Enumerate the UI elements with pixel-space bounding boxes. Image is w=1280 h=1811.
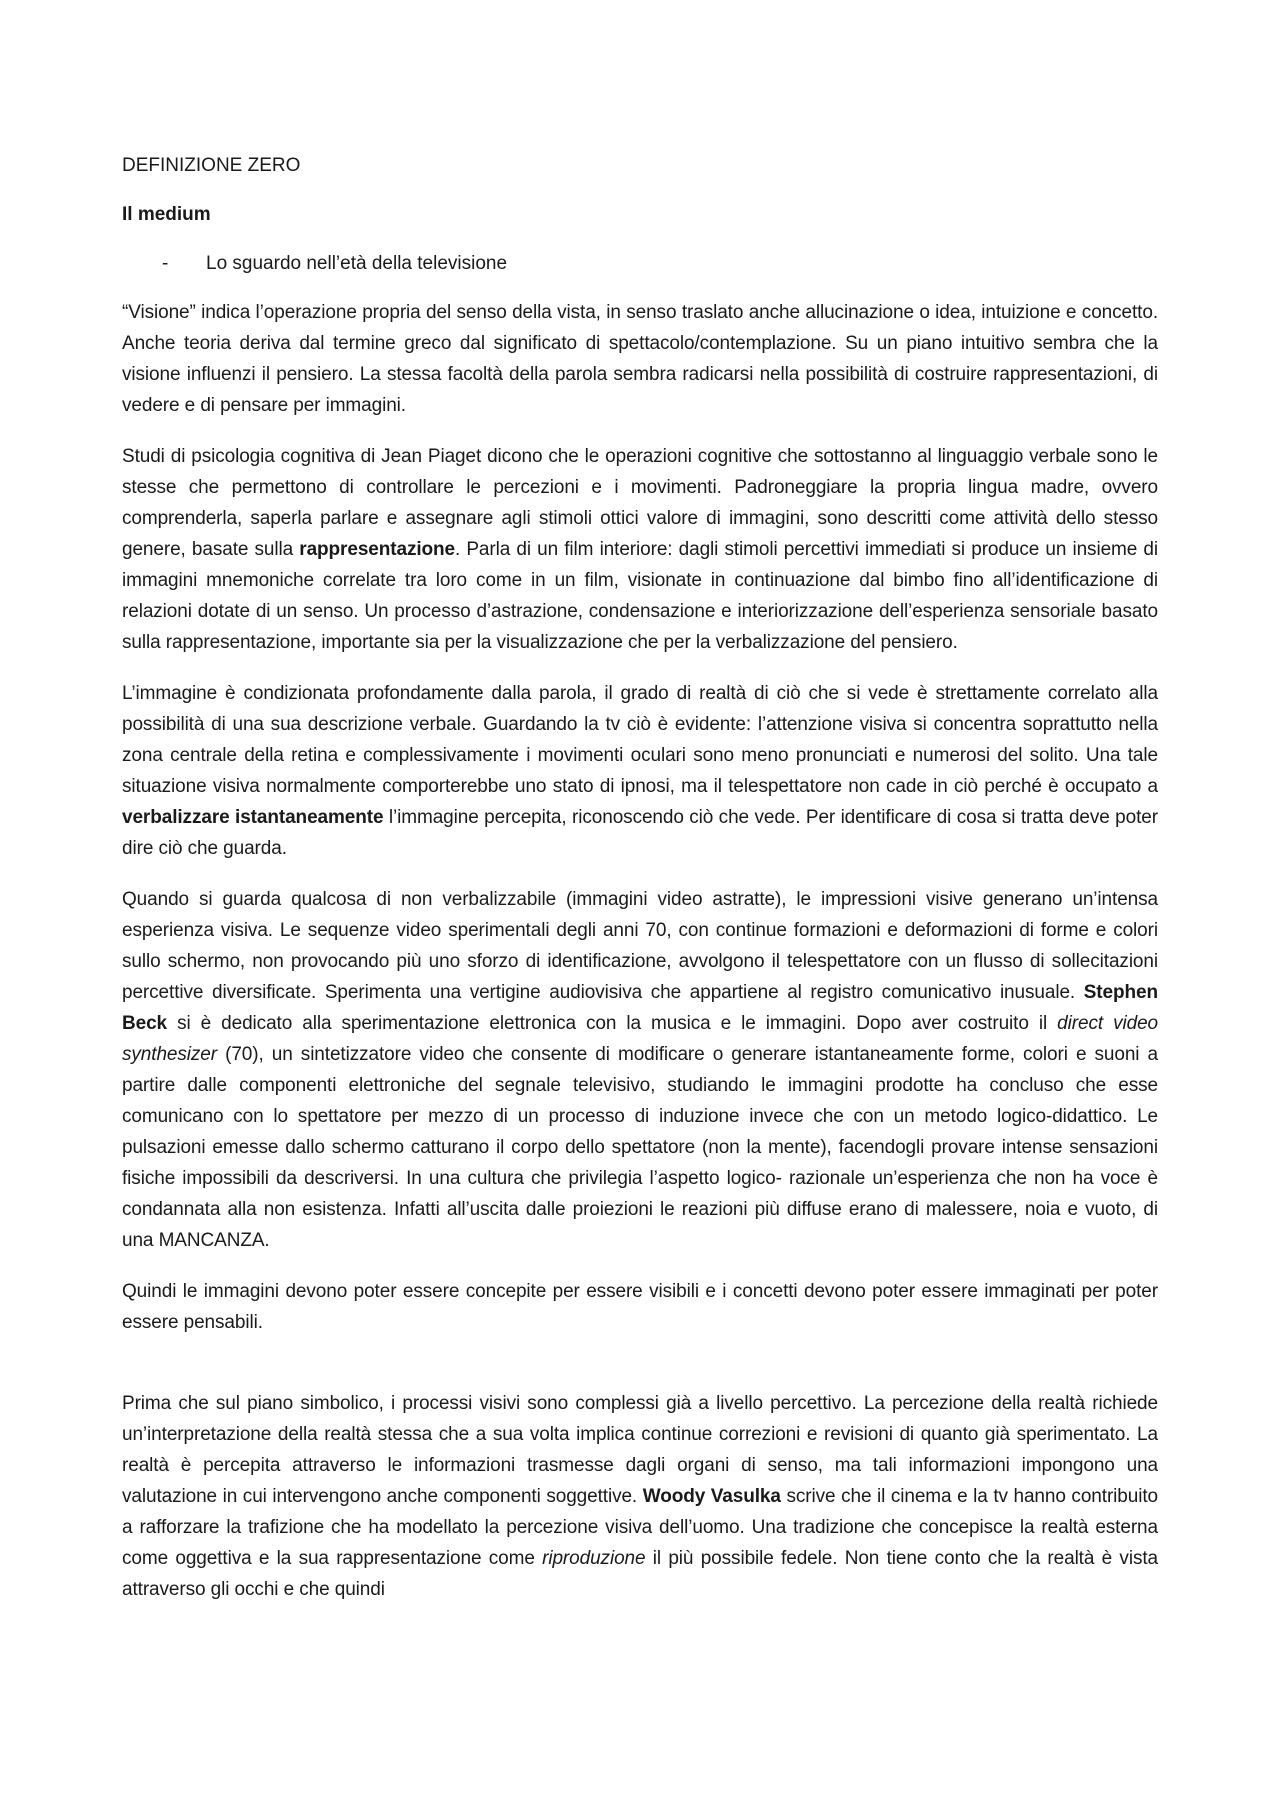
bold-name: Stephen Beck [122,982,1158,1034]
bold-term: verbalizzare istantaneamente [122,807,384,828]
bullet-marker: - [162,253,169,274]
bullet-item [122,248,1158,279]
bullet-text: Lo sguardo nell’età della televisione [206,253,508,274]
paragraph-vasulka [122,1388,1158,1605]
paragraph-text: l’immagine percepita, riconoscendo ciò che vede. Per identificare di cosa si tratta deve poter dire ciò che guarda. [122,807,1158,859]
italic-term: riproduzione [542,1548,646,1569]
paragraph-visione: “Visione” indica l’operazione propria del senso della vista, in senso traslato anche allucinazione o idea, intuizione e concetto. Anche teoria deriva dal termine greco dal significato di spettacolo/contemplazione. Su un piano intuitivo sembra che la visione influenzi il pensiero. La stessa facoltà della parola sembra radicarsi nella possibilità di costruire rappresentazioni, di vedere e di pensare per immagini. [122,302,1158,416]
document-body [122,150,1158,1625]
paragraph-text: Quando si guarda qualcosa di non verbalizzabile (immagini video astratte), le impressioni visive generano un’intensa esperienza visiva. Le sequenze video sperimentali degli anni 70, con continue formazioni e deformazioni di forme e colori sullo schermo, non provocando più uno sforzo di identificazione, avvolgono il telespettatore con un flusso di sollecitazioni percettive diversificate. Sperimenta una vertigine audiovisiva che appartiene al registro comunicativo inusuale. [122,889,1158,1003]
paragraph-text: scrive che il cinema e la tv hanno contribuito a rafforzare la trafizione che ha modellato la percezione visiva dell’uomo. Una tradizione che concepisce la realtà esterna come oggettiva e la sua rappresentazione come [122,1486,1158,1569]
paragraph-immagine-parola [122,678,1158,864]
bold-term: rappresentazione [299,539,456,560]
section-heading: Il medium [122,204,211,225]
paragraph-text: (70), un sintetizzatore video che consente di modificare o generare istantaneamente forme, colori e suoni a partire dalle componenti elettroniche del segnale televisivo, studiando le immagini prodotte ha concluso che esse comunicano con lo spettatore per mezzo di un processo di induzione invece che con un metodo logico-didattico. Le pulsazioni emesse dallo schermo catturano il corpo dello spettatore (non la mente), facendogli provare intense sensazioni fisiche impossibili da descriversi. In una cultura che privilegia l’aspetto logico- razionale un’esperienza che non ha voce è condannata alla non esistenza. Infatti all’uscita dalle proiezioni le reazioni più diffuse erano di malessere, noia e vuoto, di una MANCANZA. [122,1044,1158,1251]
paragraph-text: Prima che sul piano simbolico, i processi visivi sono complessi già a livello percettivo. La percezione della realtà richiede un’interpretazione della realtà stessa che a sua volta implica continue correzioni e revisioni di quanto già sperimentato. La realtà è percepita attraverso le informazioni trasmesse dagli organi di senso, ma tali informazioni impongono una valutazione in cui intervengono anche componenti soggettive. [122,1393,1158,1507]
bold-name: Woody Vasulka [642,1486,781,1507]
document-title: DEFINIZIONE ZERO [122,155,301,176]
paragraph-conclusione: Quindi le immagini devono poter essere concepite per essere visibili e i concetti devono poter essere immaginati per poter essere pensabili. [122,1281,1158,1333]
italic-term: direct video synthesizer [122,1013,1158,1065]
paragraph-beck [122,884,1158,1256]
paragraph-text: si è dedicato alla sperimentazione elettronica con la musica e le immagini. Dopo aver costruito il [167,1013,1058,1034]
paragraph-text: Studi di psicologia cognitiva di Jean Piaget dicono che le operazioni cognitive che sottostanno al linguaggio verbale sono le stesse che permettono di controllare le percezioni e i movimenti. Padroneggiare la propria lingua madre, ovvero comprenderla, saperla parlare e assegnare agli stimoli ottici valore di immagini, sono descritti come attività dello stesso genere, basate sulla [122,446,1158,560]
paragraph-text: il più possibile fedele. Non tiene conto che la realtà è vista attraverso gli occhi e che quindi [122,1548,1158,1600]
paragraph-text: . Parla di un film interiore: dagli stimoli percettivi immediati si produce un insieme di immagini mnemoniche correlate tra loro come in un film, visionate in continuazione dal bimbo fino all’identificazione di relazioni dotate di un senso. Un processo d’astrazione, condensazione e interiorizzazione dell’esperienza sensoriale basato sulla rappresentazione, importante sia per la visualizzazione che per la verbalizzazione del pensiero. [122,539,1158,653]
paragraph-piaget [122,441,1158,658]
paragraph-text: L’immagine è condizionata profondamente dalla parola, il grado di realtà di ciò che si vede è strettamente correlato alla possibilità di una sua descrizione verbale. Guardando la tv ciò è evidente: l’attenzione visiva si concentra soprattutto nella zona centrale della retina e complessivamente i movimenti oculari sono meno pronunciati e numerosi del solito. Una tale situazione visiva normalmente comporterebbe uno stato di ipnosi, ma il telespettatore non cade in ciò perché è occupato a [122,683,1158,797]
